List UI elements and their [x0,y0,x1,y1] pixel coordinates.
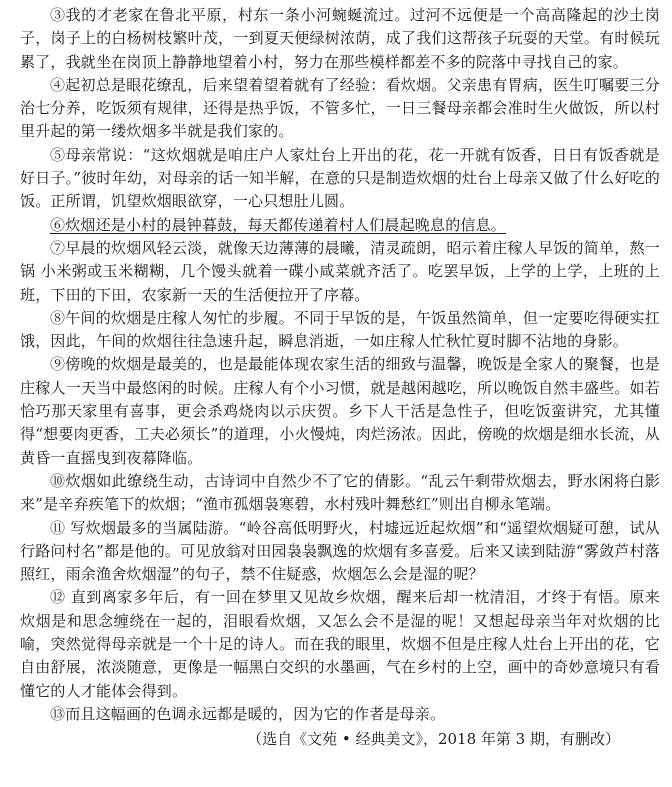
paragraph-10: ⑩炊烟如此缭绕生动，古诗词中自然少不了它的倩影。“乱云午剩带炊烟去，野水闲将白影来”是辛弃疾笔下的炊烟；“渔市孤烟袅寒碧，水村残叶舞愁红”则出自柳永笔端。 [20,471,660,514]
paragraph-9: ⑨傍晚的炊烟是最美的，也是最能体现农家生活的细致与温馨，晚饭是全家人的聚餐，也是庄稼人一天当中最悠闲的时候。庄稼人有个小习惯，就是越闲越吃，所以晚饭自然丰盛些。如若恰巧那天家里有喜事，更会杀鸡烧肉以示庆贺。乡下人干活是急性子，但吃饭蛮讲究，尤其懂得“想要肉更香，工夫必须长”的道理，小火慢炖，肉烂汤浓。因此，傍晚的炊烟是细水长流，从黄昏一直摇曳到夜幕降临。 [20,355,660,467]
paragraph-4: ④起初总是眼花缭乱，后来望着望着就有了经验：看炊烟。父亲患有胃病，医生叮嘱要三分治七分养，吃饭须有规律，还得是热乎饭，不管多忙，一日三餐母亲都会准时生火做饭，所以村里升起的第一缕炊烟多半就是我们家的。 [20,75,660,141]
paragraph-7: ⑦早晨的炊烟风轻云淡，就像天边薄薄的晨曦，清灵疏朗，昭示着庄稼人早饭的简单，熬一锅 小米粥或玉米糊糊，几个馒头就着一碟小咸菜就齐活了。吃罢早饭，上学的上学，上班的上班，下田的下田，农家新一天的生活便拉开了序幕。 [20,238,660,304]
source-citation: （选自《文苑 • 经典美文》，2018 年第 3 期，有删改） [247,730,620,749]
underlined-sentence: ⑥炊烟还是小村的晨钟暮鼓，每天都传递着村人们晨起晚息的信息。 [50,215,507,234]
paragraph-11: ⑪ 写炊烟最多的当属陆游。“岭谷高低明野火，村墟远近起炊烟”和“遥望炊烟疑可憩，试从行路问村名”都是他的。可见放翁对田园袅袅飘逸的炊烟有多喜爱。后来又读到陆游“雾敛芦村落照红，雨余渔舍炊烟湿”的句子，禁不住疑惑，炊烟怎么会是湿的呢？ [20,518,660,584]
paragraph-5: ⑤母亲常说：“这炊烟就是咱庄户人家灶台上开出的花，花一开就有饭香，日日有饭香就是好日子。”彼时年幼，对母亲的话一知半解，在意的只是制造炊烟的灶台上母亲又做了什么好吃的饭。正所谓，饥望炊烟眼欲穿，一心只想肚儿圆。 [20,145,660,211]
paragraph-8: ⑧午间的炊烟是庄稼人匆忙的步履。不同于早饭的是，午饭虽然简单，但一定要吃得硬实扛饿，因此，午间的炊烟往往急速升起，瞬息消逝，一如庄稼人忙秋忙夏时脚不沾地的身影。 [20,308,660,351]
paragraph-12: ⑫ 直到离家多年后，有一回在梦里又见故乡炊烟，醒来后却一枕清泪，才终于有悟。原来炊烟是和思念缠绕在一起的，泪眼看炊烟，又怎么会不是湿的呢！又想起母亲当年对炊烟的比喻，突然觉得母亲就是一个十足的诗人。而在我的眼里，炊烟不但是庄稼人灶台上开出的花，它自由舒展，浓淡随意，更像是一幅黑白交织的水墨画，气在乡村的上空，画中的奇妙意境只有看懂它的人才能体会得到。 [20,588,660,700]
paragraph-3: ③我的才老家在鲁北平原，村东一条小河蜿蜒流过。过河不远便是一个高高隆起的沙土岗子，岗子上的白杨树枝繁叶茂，一到夏天便绿树浓荫，成了我们这帮孩子玩耍的天堂。有时候玩累了，我就坐在岗顶上静静地望着小村，努力在那些模样都差不多的院落中寻找自己的家。 [20,6,660,71]
paragraph-13: ⑬而且这幅画的色调永远都是暖的，因为它的作者是母亲。 [50,704,446,723]
paragraph-6 [20,214,660,237]
